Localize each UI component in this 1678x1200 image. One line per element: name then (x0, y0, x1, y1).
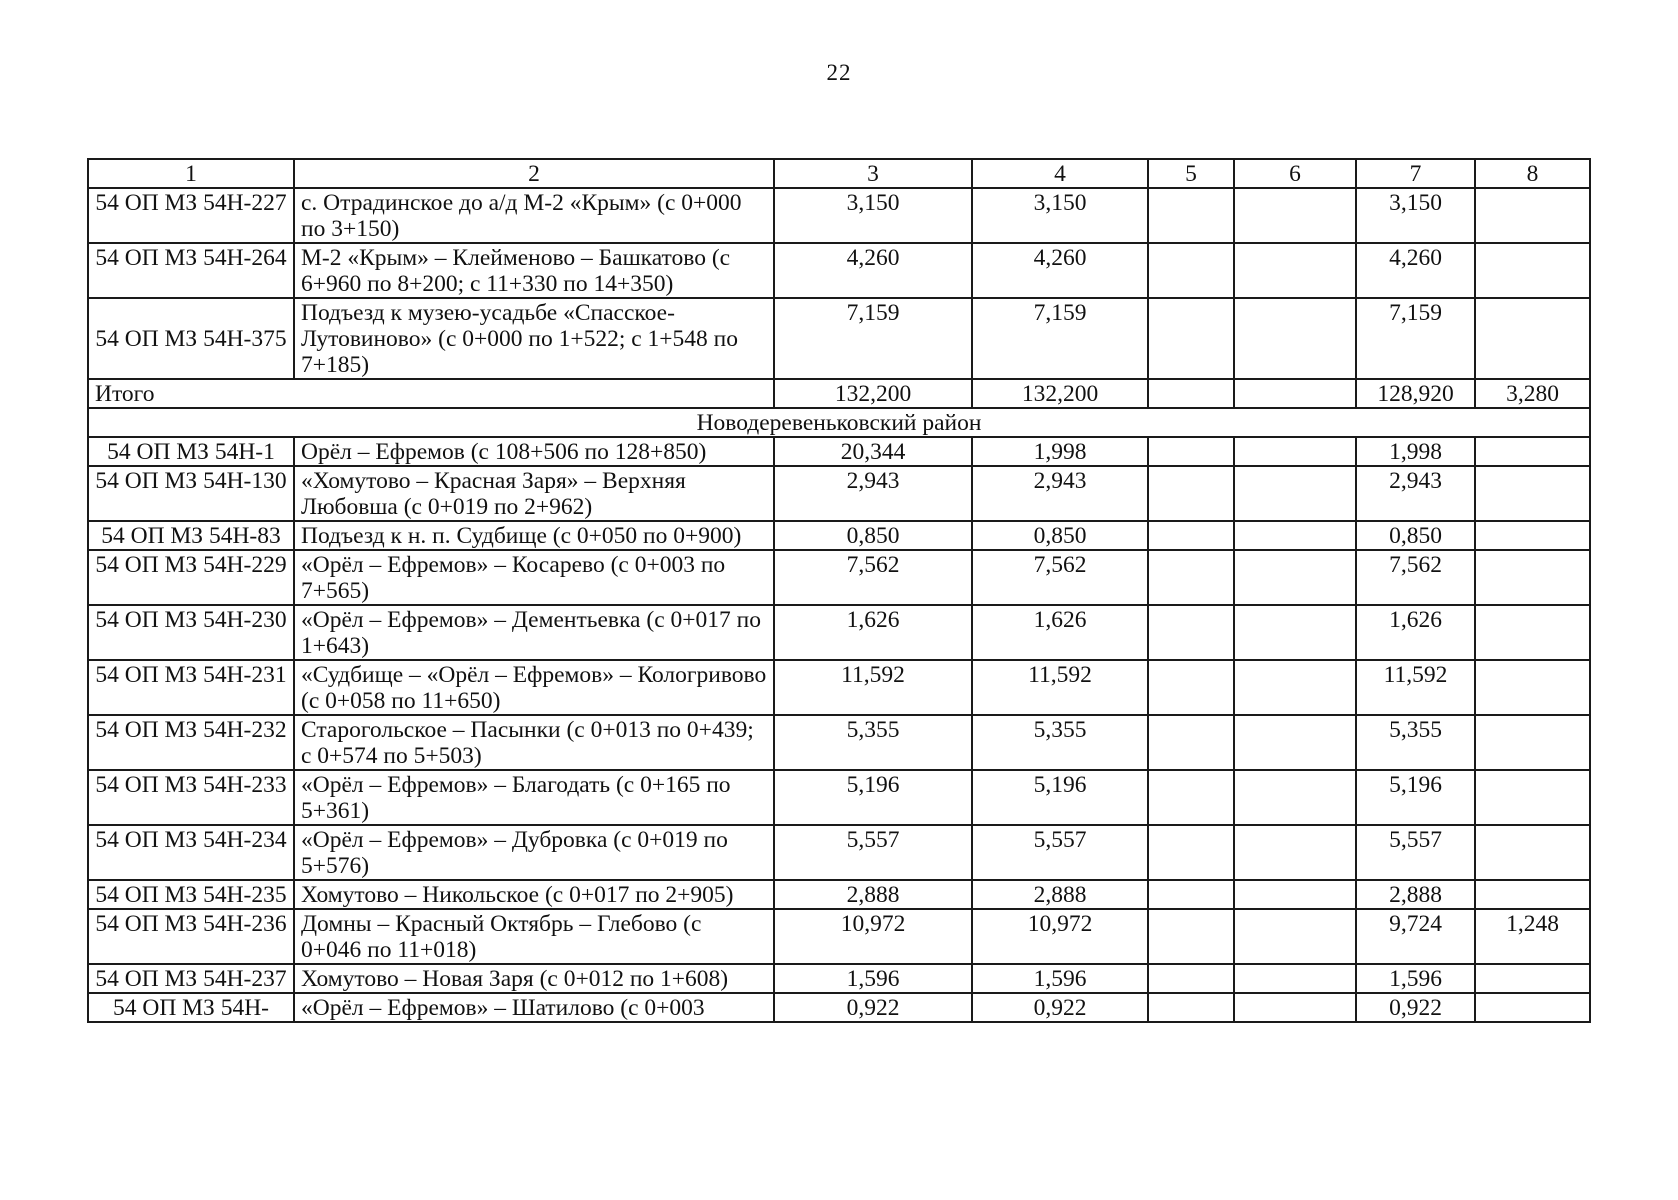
regional-length-cell: 2,943 (972, 466, 1148, 521)
table-row (88, 825, 1590, 880)
col7-length-cell: 0,922 (1356, 993, 1475, 1022)
table-row (88, 298, 1590, 379)
road-code-cell: 54 ОП МЗ 54Н-264 (88, 243, 294, 298)
col5-cell (1148, 605, 1234, 660)
total-length-cell: 5,196 (774, 770, 972, 825)
page-number: 22 (826, 60, 852, 85)
table-row (88, 550, 1590, 605)
col8-length-cell (1475, 715, 1590, 770)
road-code-cell: 54 ОП МЗ 54Н-83 (88, 521, 294, 550)
col7-length-cell: 3,150 (1356, 188, 1475, 243)
table-row (88, 605, 1590, 660)
table-row (88, 521, 1590, 550)
total-length-cell: 2,888 (774, 880, 972, 909)
col5-cell (1148, 466, 1234, 521)
col6-cell (1234, 466, 1356, 521)
table-row (88, 243, 1590, 298)
road-name-cell: «Судбище – «Орёл – Ефремов» – Кологривово (с 0+058 по 11+650) (294, 660, 774, 715)
col8-length-cell (1475, 605, 1590, 660)
col5-cell (1148, 770, 1234, 825)
road-code-cell: 54 ОП МЗ 54Н-233 (88, 770, 294, 825)
road-name-cell: «Орёл – Ефремов» – Благодать (с 0+165 по 5+361) (294, 770, 774, 825)
total-value-cell: 132,200 (774, 379, 972, 408)
col6-cell (1234, 715, 1356, 770)
col8-length-cell (1475, 770, 1590, 825)
total-length-cell: 5,557 (774, 825, 972, 880)
col7-length-cell: 1,596 (1356, 964, 1475, 993)
col5-cell (1148, 188, 1234, 243)
table-row (88, 660, 1590, 715)
col8-length-cell (1475, 550, 1590, 605)
col6-cell (1234, 298, 1356, 379)
col7-length-cell: 7,159 (1356, 298, 1475, 379)
col8-length-cell (1475, 243, 1590, 298)
col7-length-cell: 1,626 (1356, 605, 1475, 660)
total-length-cell: 0,922 (774, 993, 972, 1022)
total-length-cell: 2,943 (774, 466, 972, 521)
column-header: 4 (972, 159, 1148, 188)
total-value-cell (1148, 379, 1234, 408)
regional-length-cell: 5,557 (972, 825, 1148, 880)
col6-cell (1234, 521, 1356, 550)
col8-length-cell: 1,248 (1475, 909, 1590, 964)
col5-cell (1148, 993, 1234, 1022)
col6-cell (1234, 437, 1356, 466)
table-row (88, 880, 1590, 909)
column-header-row (88, 159, 1590, 188)
table-row (88, 770, 1590, 825)
col5-cell (1148, 550, 1234, 605)
col8-length-cell (1475, 521, 1590, 550)
regional-length-cell: 5,355 (972, 715, 1148, 770)
col8-length-cell (1475, 660, 1590, 715)
col5-cell (1148, 964, 1234, 993)
total-value-cell (1234, 379, 1356, 408)
road-code-cell: 54 ОП МЗ 54Н-227 (88, 188, 294, 243)
total-length-cell: 7,562 (774, 550, 972, 605)
road-code-cell: 54 ОП МЗ 54Н-231 (88, 660, 294, 715)
total-length-cell: 20,344 (774, 437, 972, 466)
total-length-cell: 5,355 (774, 715, 972, 770)
col5-cell (1148, 243, 1234, 298)
col8-length-cell (1475, 964, 1590, 993)
table-row (88, 466, 1590, 521)
col8-length-cell (1475, 188, 1590, 243)
col8-length-cell (1475, 825, 1590, 880)
regional-length-cell: 1,626 (972, 605, 1148, 660)
road-name-cell: с. Отрадинское до а/д М-2 «Крым» (с 0+000 по 3+150) (294, 188, 774, 243)
road-name-cell: «Орёл – Ефремов» – Дементьевка (с 0+017 по 1+643) (294, 605, 774, 660)
col6-cell (1234, 964, 1356, 993)
col8-length-cell (1475, 993, 1590, 1022)
col5-cell (1148, 521, 1234, 550)
regional-length-cell: 10,972 (972, 909, 1148, 964)
road-code-cell: 54 ОП МЗ 54Н-235 (88, 880, 294, 909)
col7-length-cell: 5,557 (1356, 825, 1475, 880)
col7-length-cell: 4,260 (1356, 243, 1475, 298)
regional-length-cell: 7,562 (972, 550, 1148, 605)
regional-length-cell: 2,888 (972, 880, 1148, 909)
district-heading: Новодеревеньковский район (88, 408, 1590, 437)
col8-length-cell (1475, 880, 1590, 909)
col7-length-cell: 2,888 (1356, 880, 1475, 909)
road-code-cell: 54 ОП МЗ 54Н-229 (88, 550, 294, 605)
road-code-cell: 54 ОП МЗ 54Н-375 (88, 298, 294, 379)
col5-cell (1148, 880, 1234, 909)
road-code-cell: 54 ОП МЗ 54Н- (88, 993, 294, 1022)
regional-length-cell: 4,260 (972, 243, 1148, 298)
road-name-cell: Подъезд к н. п. Судбище (с 0+050 по 0+900) (294, 521, 774, 550)
road-code-cell: 54 ОП МЗ 54Н-130 (88, 466, 294, 521)
total-value-cell: 132,200 (972, 379, 1148, 408)
road-name-cell: Орёл – Ефремов (с 108+506 по 128+850) (294, 437, 774, 466)
road-code-cell: 54 ОП МЗ 54Н-237 (88, 964, 294, 993)
col6-cell (1234, 243, 1356, 298)
regional-length-cell: 5,196 (972, 770, 1148, 825)
col5-cell (1148, 660, 1234, 715)
regional-length-cell: 0,850 (972, 521, 1148, 550)
col6-cell (1234, 660, 1356, 715)
column-header: 5 (1148, 159, 1234, 188)
total-length-cell: 10,972 (774, 909, 972, 964)
col7-length-cell: 5,355 (1356, 715, 1475, 770)
road-code-cell: 54 ОП МЗ 54Н-234 (88, 825, 294, 880)
table-row (88, 437, 1590, 466)
col7-length-cell: 1,998 (1356, 437, 1475, 466)
col7-length-cell: 2,943 (1356, 466, 1475, 521)
regional-length-cell: 1,596 (972, 964, 1148, 993)
road-name-cell: Подъезд к музею-усадьбе «Спасское-Лутовиново» (с 0+000 по 1+522; с 1+548 по 7+185) (294, 298, 774, 379)
roads-table (87, 158, 1591, 1023)
table-row (88, 964, 1590, 993)
total-length-cell: 1,626 (774, 605, 972, 660)
total-value-cell: 3,280 (1475, 379, 1590, 408)
column-header: 7 (1356, 159, 1475, 188)
col7-length-cell: 7,562 (1356, 550, 1475, 605)
total-length-cell: 3,150 (774, 188, 972, 243)
road-name-cell: «Орёл – Ефремов» – Косарево (с 0+003 по 7+565) (294, 550, 774, 605)
table-row (88, 715, 1590, 770)
total-value-cell: 128,920 (1356, 379, 1475, 408)
col6-cell (1234, 825, 1356, 880)
table-row (88, 909, 1590, 964)
col7-length-cell: 11,592 (1356, 660, 1475, 715)
col8-length-cell (1475, 466, 1590, 521)
total-row (88, 379, 1590, 408)
regional-length-cell: 0,922 (972, 993, 1148, 1022)
table-row (88, 993, 1590, 1022)
road-code-cell: 54 ОП МЗ 54Н-236 (88, 909, 294, 964)
regional-length-cell: 3,150 (972, 188, 1148, 243)
table-body (88, 159, 1590, 1022)
column-header: 1 (88, 159, 294, 188)
total-length-cell: 1,596 (774, 964, 972, 993)
total-length-cell: 4,260 (774, 243, 972, 298)
col7-length-cell: 5,196 (1356, 770, 1475, 825)
district-row (88, 408, 1590, 437)
road-code-cell: 54 ОП МЗ 54Н-1 (88, 437, 294, 466)
road-code-cell: 54 ОП МЗ 54Н-232 (88, 715, 294, 770)
total-length-cell: 7,159 (774, 298, 972, 379)
total-label: Итого (88, 379, 774, 408)
road-name-cell: «Орёл – Ефремов» – Дубровка (с 0+019 по 5+576) (294, 825, 774, 880)
col6-cell (1234, 188, 1356, 243)
col5-cell (1148, 825, 1234, 880)
col8-length-cell (1475, 298, 1590, 379)
regional-length-cell: 7,159 (972, 298, 1148, 379)
col7-length-cell: 0,850 (1356, 521, 1475, 550)
road-name-cell: Хомутово – Никольское (с 0+017 по 2+905) (294, 880, 774, 909)
regional-length-cell: 11,592 (972, 660, 1148, 715)
column-header: 6 (1234, 159, 1356, 188)
col6-cell (1234, 550, 1356, 605)
column-header: 3 (774, 159, 972, 188)
road-code-cell: 54 ОП МЗ 54Н-230 (88, 605, 294, 660)
col6-cell (1234, 909, 1356, 964)
col5-cell (1148, 909, 1234, 964)
road-name-cell: Домны – Красный Октябрь – Глебово (с 0+046 по 11+018) (294, 909, 774, 964)
road-name-cell: Хомутово – Новая Заря (с 0+012 по 1+608) (294, 964, 774, 993)
regional-length-cell: 1,998 (972, 437, 1148, 466)
total-length-cell: 11,592 (774, 660, 972, 715)
col6-cell (1234, 880, 1356, 909)
col7-length-cell: 9,724 (1356, 909, 1475, 964)
col6-cell (1234, 770, 1356, 825)
road-name-cell: «Хомутово – Красная Заря» – Верхняя Любовша (с 0+019 по 2+962) (294, 466, 774, 521)
col5-cell (1148, 715, 1234, 770)
column-header: 2 (294, 159, 774, 188)
table-row (88, 188, 1590, 243)
road-name-cell: Старогольское – Пасынки (с 0+013 по 0+439; с 0+574 по 5+503) (294, 715, 774, 770)
road-name-cell: М-2 «Крым» – Клейменово – Башкатово (с 6+960 по 8+200; с 11+330 по 14+350) (294, 243, 774, 298)
total-length-cell: 0,850 (774, 521, 972, 550)
col5-cell (1148, 298, 1234, 379)
col5-cell (1148, 437, 1234, 466)
column-header: 8 (1475, 159, 1590, 188)
col6-cell (1234, 605, 1356, 660)
col8-length-cell (1475, 437, 1590, 466)
road-name-cell: «Орёл – Ефремов» – Шатилово (с 0+003 (294, 993, 774, 1022)
col6-cell (1234, 993, 1356, 1022)
